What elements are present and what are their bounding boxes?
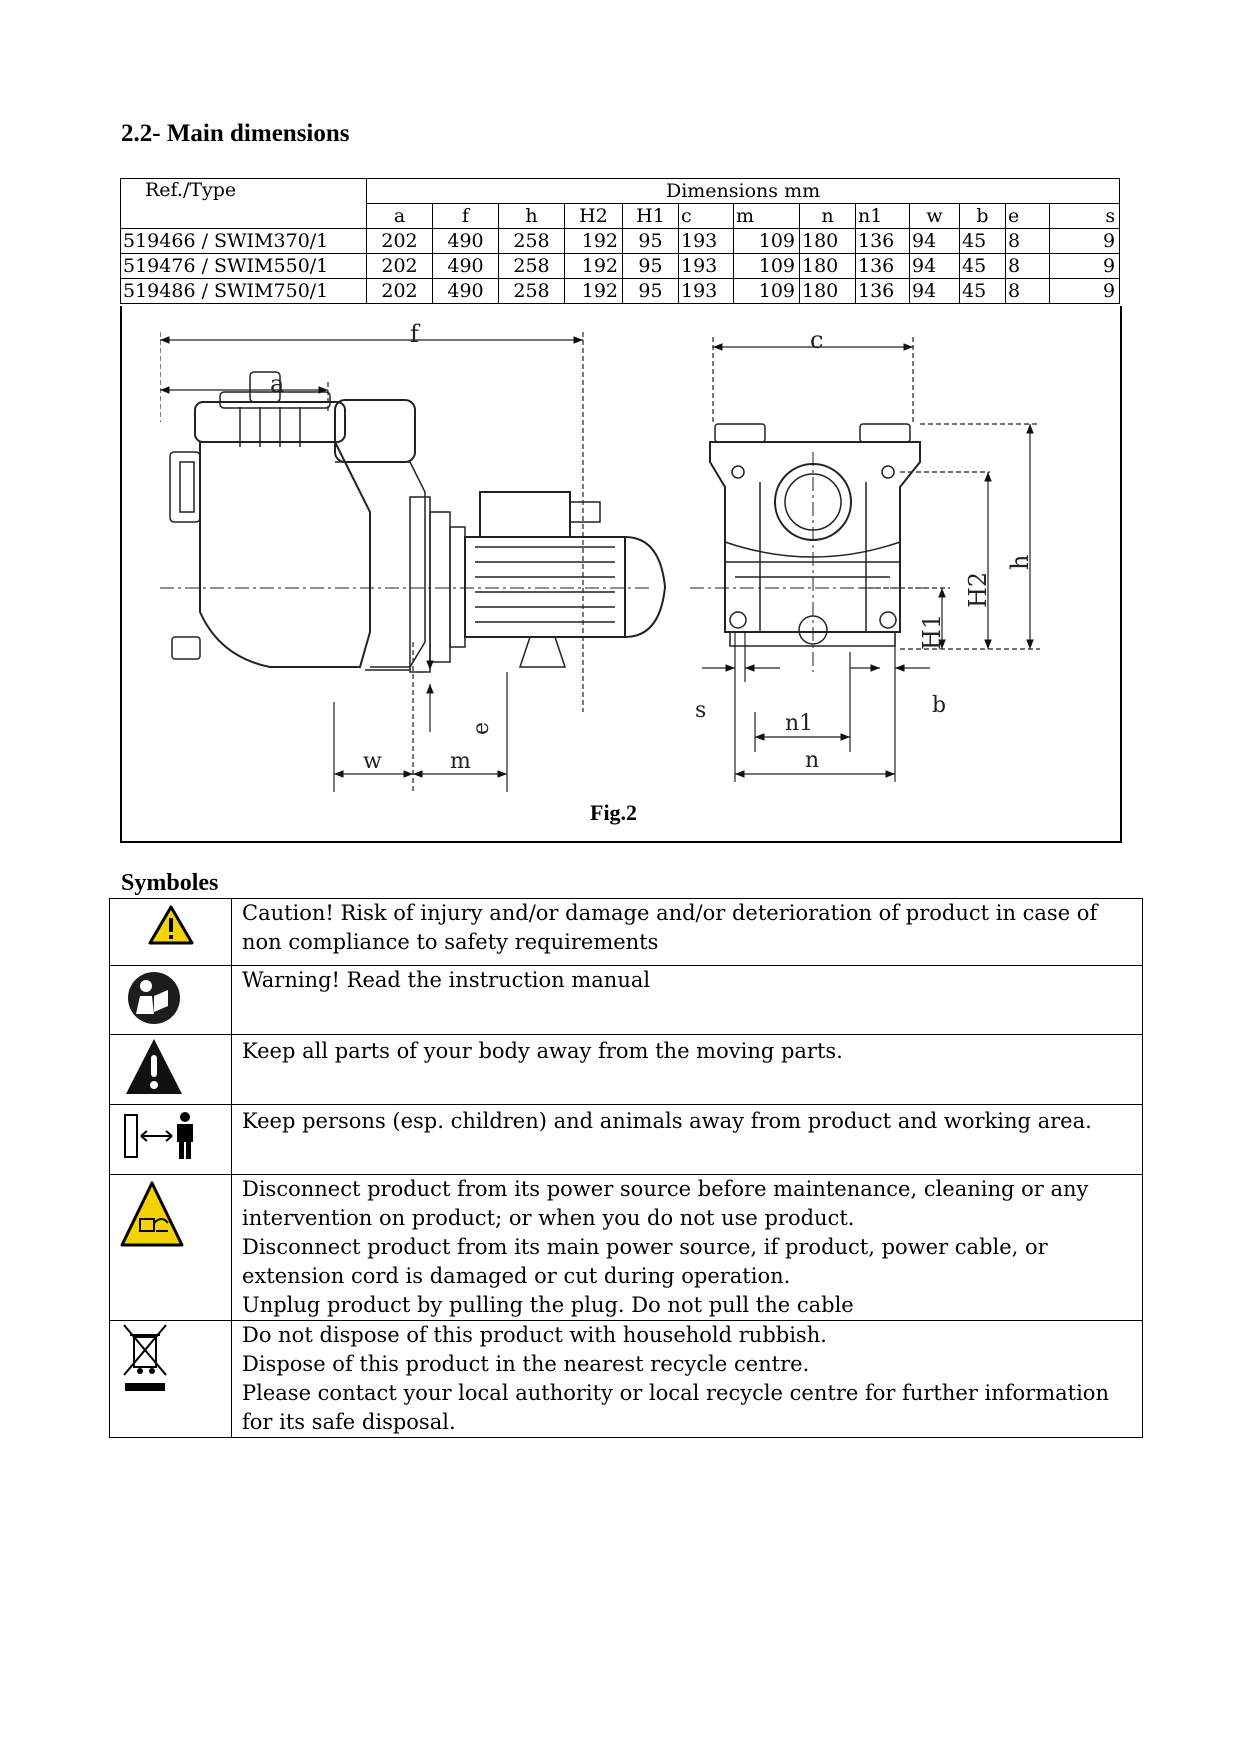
read-manual-icon xyxy=(110,966,232,1035)
symbol-text: Please contact your local authority or local recycle centre for further information for its safe disposal. xyxy=(242,1381,1109,1434)
ref-cell: 519466 / SWIM370/1 xyxy=(121,229,367,254)
table-row xyxy=(121,254,1120,279)
value-cell: 180 xyxy=(800,254,856,279)
symbol-row xyxy=(110,966,1143,1035)
col-header: w xyxy=(910,204,960,229)
ref-type-header: Ref./Type xyxy=(121,179,367,229)
dim-label-n: n xyxy=(805,748,820,773)
value-cell: 109 xyxy=(734,279,800,304)
value-cell: 45 xyxy=(960,254,1006,279)
symbols-title: Symboles xyxy=(121,870,219,896)
dim-label-f: f xyxy=(410,320,419,348)
symbol-text: Disconnect product from its power source before maintenance, cleaning or any intervention on product; or when you do not use product. xyxy=(242,1177,1089,1230)
value-cell: 193 xyxy=(679,254,734,279)
symbols-table xyxy=(109,898,1143,1438)
value-cell: 109 xyxy=(734,254,800,279)
col-header: n1 xyxy=(856,204,910,229)
col-header: m xyxy=(734,204,800,229)
value-cell: 193 xyxy=(679,229,734,254)
dim-label-h: h xyxy=(1006,554,1034,570)
value-cell: 180 xyxy=(800,279,856,304)
value-cell: 490 xyxy=(433,254,499,279)
value-cell: 8 xyxy=(1006,229,1050,254)
value-cell: 8 xyxy=(1006,254,1050,279)
table-row xyxy=(121,229,1120,254)
value-cell: 192 xyxy=(565,279,623,304)
value-cell: 180 xyxy=(800,229,856,254)
dim-label-w: w xyxy=(363,749,382,774)
value-cell: 202 xyxy=(367,229,433,254)
side-view xyxy=(160,372,665,672)
value-cell: 202 xyxy=(367,279,433,304)
symbol-row xyxy=(110,1105,1143,1175)
symbol-text: Keep all parts of your body away from the moving parts. xyxy=(242,1039,843,1063)
dim-label-s: s xyxy=(695,698,707,723)
value-cell: 8 xyxy=(1006,279,1050,304)
value-cell: 490 xyxy=(433,279,499,304)
value-cell: 45 xyxy=(960,279,1006,304)
col-header: n xyxy=(800,204,856,229)
col-header: h xyxy=(499,204,565,229)
value-cell: 136 xyxy=(856,279,910,304)
value-cell: 136 xyxy=(856,229,910,254)
section-title: 2.2- Main dimensions xyxy=(121,120,350,147)
unplug-warning-icon xyxy=(110,1175,232,1321)
dim-label-e: e xyxy=(469,721,494,735)
ref-cell: 519486 / SWIM750/1 xyxy=(121,279,367,304)
symbol-text: Disconnect product from its main power source, if product, power cable, or extension cord is damaged or cut during operation. xyxy=(242,1235,1048,1288)
col-header: H1 xyxy=(623,204,679,229)
value-cell: 9 xyxy=(1050,229,1120,254)
front-dimensions xyxy=(702,337,1040,782)
pump-dimension-drawing xyxy=(160,312,1080,792)
col-header: f xyxy=(433,204,499,229)
value-cell: 258 xyxy=(499,279,565,304)
value-cell: 192 xyxy=(565,254,623,279)
caution-triangle-icon xyxy=(110,899,232,966)
dim-label-c: c xyxy=(810,326,824,354)
value-cell: 109 xyxy=(734,229,800,254)
value-cell: 94 xyxy=(910,279,960,304)
value-cell: 45 xyxy=(960,229,1006,254)
symbol-text: Caution! Risk of injury and/or damage and/or deterioration of product in case of non compliance to safety requirements xyxy=(242,901,1098,954)
col-header: c xyxy=(679,204,734,229)
symbol-row xyxy=(110,899,1143,966)
value-cell: 95 xyxy=(623,279,679,304)
value-cell: 192 xyxy=(565,229,623,254)
weee-bin-icon xyxy=(110,1321,232,1438)
symbol-row xyxy=(110,1175,1143,1321)
dimensions-group-header: Dimensions mm xyxy=(367,179,1120,204)
dimensions-table xyxy=(120,178,1120,304)
value-cell: 193 xyxy=(679,279,734,304)
figure-caption: Fig.2 xyxy=(590,800,638,825)
dim-label-H2: H2 xyxy=(964,571,992,608)
symbol-text: Dispose of this product in the nearest recycle centre. xyxy=(242,1352,810,1376)
col-header: b xyxy=(960,204,1006,229)
col-header: e xyxy=(1006,204,1050,229)
value-cell: 9 xyxy=(1050,254,1120,279)
dim-label-n1: n1 xyxy=(785,711,814,736)
dim-label-a: a xyxy=(270,370,285,398)
value-cell: 94 xyxy=(910,229,960,254)
symbol-text: Keep persons (esp. children) and animals away from product and working area. xyxy=(242,1109,1092,1133)
symbol-text: Warning! Read the instruction manual xyxy=(242,968,651,992)
col-header: a xyxy=(367,204,433,229)
value-cell: 490 xyxy=(433,229,499,254)
value-cell: 136 xyxy=(856,254,910,279)
col-header: s xyxy=(1050,204,1120,229)
ref-cell: 519476 / SWIM550/1 xyxy=(121,254,367,279)
value-cell: 258 xyxy=(499,229,565,254)
col-header: H2 xyxy=(565,204,623,229)
value-cell: 202 xyxy=(367,254,433,279)
table-row xyxy=(121,279,1120,304)
dim-label-m: m xyxy=(450,749,471,774)
dim-label-H1: H1 xyxy=(918,613,946,650)
front-view xyxy=(690,424,940,672)
value-cell: 258 xyxy=(499,254,565,279)
value-cell: 94 xyxy=(910,254,960,279)
keep-distance-icon xyxy=(110,1105,232,1175)
dim-label-b: b xyxy=(932,693,947,718)
value-cell: 9 xyxy=(1050,279,1120,304)
value-cell: 95 xyxy=(623,254,679,279)
symbol-text: Unplug product by pulling the plug. Do not pull the cable xyxy=(242,1293,854,1317)
value-cell: 95 xyxy=(623,229,679,254)
symbol-text: Do not dispose of this product with household rubbish. xyxy=(242,1323,827,1347)
symbol-row xyxy=(110,1321,1143,1438)
symbol-row xyxy=(110,1035,1143,1105)
exclamation-warning-icon xyxy=(110,1035,232,1105)
